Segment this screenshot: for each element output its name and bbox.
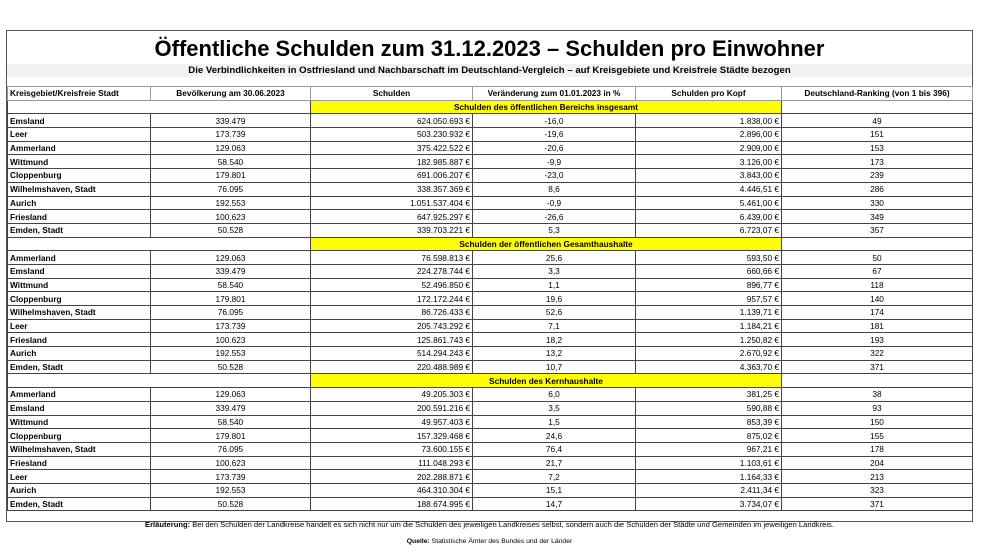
table-cell: 172.172.244 € bbox=[311, 292, 473, 306]
table-cell: 21,7 bbox=[473, 456, 636, 470]
table-row bbox=[8, 429, 973, 443]
table-cell: 1,5 bbox=[473, 415, 636, 429]
table-cell: 192.553 bbox=[151, 196, 311, 210]
table-cell: 338.357.369 € bbox=[311, 182, 473, 196]
table-cell: 1.838,00 € bbox=[636, 114, 782, 128]
section-spacer bbox=[782, 374, 973, 388]
table-cell: 100.623 bbox=[151, 456, 311, 470]
table-cell: 896,77 € bbox=[636, 278, 782, 292]
table-cell: 118 bbox=[782, 278, 973, 292]
table-row bbox=[8, 388, 973, 402]
table-row bbox=[8, 292, 973, 306]
table-cell: 322 bbox=[782, 347, 973, 361]
section-spacer bbox=[8, 100, 311, 114]
table-cell: Cloppenburg bbox=[8, 169, 151, 183]
note-label: Erläuterung: bbox=[145, 520, 191, 530]
table-cell: Wittmund bbox=[8, 155, 151, 169]
table-cell: Emden, Stadt bbox=[8, 223, 151, 237]
table-cell: 3,5 bbox=[473, 401, 636, 415]
table-cell: Friesland bbox=[8, 210, 151, 224]
table-cell: 73.600.155 € bbox=[311, 442, 473, 456]
table-cell: 1.139,71 € bbox=[636, 306, 782, 320]
table-cell: 691.006.207 € bbox=[311, 169, 473, 183]
table-row bbox=[8, 182, 973, 196]
table-row bbox=[8, 210, 973, 224]
table-cell: 967,21 € bbox=[636, 442, 782, 456]
table-cell: 590,88 € bbox=[636, 401, 782, 415]
table-cell: 2.896,00 € bbox=[636, 128, 782, 142]
table-cell: -16,0 bbox=[473, 114, 636, 128]
table-cell: 381,25 € bbox=[636, 388, 782, 402]
table-cell: 3.843,00 € bbox=[636, 169, 782, 183]
table-cell: 339.479 bbox=[151, 401, 311, 415]
table-cell: 1.250,82 € bbox=[636, 333, 782, 347]
table-cell: 182.985.887 € bbox=[311, 155, 473, 169]
table-cell: 19,6 bbox=[473, 292, 636, 306]
table-cell: Emden, Stadt bbox=[8, 497, 151, 511]
table-cell: Ammerland bbox=[8, 141, 151, 155]
table-cell: 371 bbox=[782, 497, 973, 511]
table-cell: Emsland bbox=[8, 114, 151, 128]
table-cell: 349 bbox=[782, 210, 973, 224]
table-cell: 339.703.221 € bbox=[311, 223, 473, 237]
table-cell: 86.726.433 € bbox=[311, 306, 473, 320]
table-row bbox=[8, 223, 973, 237]
explanation-note bbox=[7, 520, 972, 530]
table-cell: -23,0 bbox=[473, 169, 636, 183]
table-cell: Wilhelmshaven, Stadt bbox=[8, 306, 151, 320]
table-cell: 58.540 bbox=[151, 415, 311, 429]
table-cell: 204 bbox=[782, 456, 973, 470]
table-cell: 188.674.995 € bbox=[311, 497, 473, 511]
table-cell: 140 bbox=[782, 292, 973, 306]
table-cell: 213 bbox=[782, 470, 973, 484]
table-cell: 52,6 bbox=[473, 306, 636, 320]
table-cell: -20,6 bbox=[473, 141, 636, 155]
table-cell: 25,6 bbox=[473, 251, 636, 265]
table-cell: 330 bbox=[782, 196, 973, 210]
table-row bbox=[8, 169, 973, 183]
table-cell: -19,6 bbox=[473, 128, 636, 142]
table-row bbox=[8, 114, 973, 128]
table-cell: 5.461,00 € bbox=[636, 196, 782, 210]
debt-table bbox=[7, 86, 973, 511]
table-cell: 100.623 bbox=[151, 333, 311, 347]
table-cell: 173.739 bbox=[151, 128, 311, 142]
table-cell: 129.063 bbox=[151, 141, 311, 155]
table-cell: 200.591.216 € bbox=[311, 401, 473, 415]
table-cell: 1,1 bbox=[473, 278, 636, 292]
table-cell: Ammerland bbox=[8, 251, 151, 265]
table-cell: 224.278.744 € bbox=[311, 264, 473, 278]
table-cell: 173 bbox=[782, 155, 973, 169]
table-row bbox=[8, 155, 973, 169]
table-row bbox=[8, 442, 973, 456]
table-row bbox=[8, 347, 973, 361]
section-spacer bbox=[8, 237, 311, 251]
table-cell: 181 bbox=[782, 319, 973, 333]
table-cell: 464.310.304 € bbox=[311, 483, 473, 497]
table-cell: Aurich bbox=[8, 483, 151, 497]
table-cell: 1.164,33 € bbox=[636, 470, 782, 484]
table-cell: 2.670,92 € bbox=[636, 347, 782, 361]
table-cell: 7,2 bbox=[473, 470, 636, 484]
table-cell: 853,39 € bbox=[636, 415, 782, 429]
table-cell: 624.050.693 € bbox=[311, 114, 473, 128]
table-cell: 514.294.243 € bbox=[311, 347, 473, 361]
table-cell: 129.063 bbox=[151, 388, 311, 402]
note-text: Bei den Schulden der Landkreise handelt es sich nicht nur um die Schulden des jeweiligen Landkreises selbst, sondern auch die Schulden der Städte und Gemeinden im jeweiligen Landkreis. bbox=[190, 520, 834, 530]
table-cell: 76.095 bbox=[151, 442, 311, 456]
table-cell: 150 bbox=[782, 415, 973, 429]
table-cell: Emsland bbox=[8, 264, 151, 278]
table-cell: -26,6 bbox=[473, 210, 636, 224]
table-cell: 1.103,61 € bbox=[636, 456, 782, 470]
table-row bbox=[8, 306, 973, 320]
table-cell: 371 bbox=[782, 360, 973, 374]
table-cell: 76.095 bbox=[151, 182, 311, 196]
table-cell: 220.488.989 € bbox=[311, 360, 473, 374]
table-cell: 49 bbox=[782, 114, 973, 128]
table-row bbox=[8, 141, 973, 155]
table-cell: Wittmund bbox=[8, 415, 151, 429]
table-cell: 1.184,21 € bbox=[636, 319, 782, 333]
table-cell: 38 bbox=[782, 388, 973, 402]
table-cell: 6.723,07 € bbox=[636, 223, 782, 237]
table-cell: 179.801 bbox=[151, 429, 311, 443]
table-cell: 24,6 bbox=[473, 429, 636, 443]
table-row bbox=[8, 415, 973, 429]
table-cell: 660,66 € bbox=[636, 264, 782, 278]
table-cell: Wilhelmshaven, Stadt bbox=[8, 182, 151, 196]
section-spacer bbox=[782, 237, 973, 251]
table-row bbox=[8, 128, 973, 142]
column-header: Kreisgebiet/Kreisfreie Stadt bbox=[8, 87, 151, 101]
column-header: Deutschland-Ranking (von 1 bis 396) bbox=[782, 87, 973, 101]
table-cell: Cloppenburg bbox=[8, 292, 151, 306]
table-cell: 5,3 bbox=[473, 223, 636, 237]
table-row bbox=[8, 470, 973, 484]
table-row bbox=[8, 196, 973, 210]
table-cell: 647.925.297 € bbox=[311, 210, 473, 224]
table-cell: 50 bbox=[782, 251, 973, 265]
table-cell: 192.553 bbox=[151, 483, 311, 497]
table-cell: 339.479 bbox=[151, 264, 311, 278]
table-cell: 2.411,34 € bbox=[636, 483, 782, 497]
column-header: Schulden bbox=[311, 87, 473, 101]
table-cell: -9,9 bbox=[473, 155, 636, 169]
debt-table-document bbox=[6, 30, 973, 546]
column-header: Schulden pro Kopf bbox=[636, 87, 782, 101]
table-header-row bbox=[8, 87, 973, 101]
table-cell: 178 bbox=[782, 442, 973, 456]
table-cell: 6.439,00 € bbox=[636, 210, 782, 224]
table-cell: 4.363,70 € bbox=[636, 360, 782, 374]
source-text: Statistische Ämter des Bundes und der Länder bbox=[429, 538, 573, 546]
table-cell: 173.739 bbox=[151, 470, 311, 484]
table-cell: 155 bbox=[782, 429, 973, 443]
table-cell: 174 bbox=[782, 306, 973, 320]
table-cell: Emden, Stadt bbox=[8, 360, 151, 374]
section-header-row bbox=[8, 100, 973, 114]
table-cell: 192.553 bbox=[151, 347, 311, 361]
table-cell: 239 bbox=[782, 169, 973, 183]
table-cell: 173.739 bbox=[151, 319, 311, 333]
table-cell: 339.479 bbox=[151, 114, 311, 128]
source-label: Quelle: bbox=[406, 538, 430, 546]
section-header-row bbox=[8, 237, 973, 251]
table-cell: 58.540 bbox=[151, 155, 311, 169]
table-cell: 50.528 bbox=[151, 223, 311, 237]
table-cell: 875,02 € bbox=[636, 429, 782, 443]
table-cell: 49.205.303 € bbox=[311, 388, 473, 402]
table-cell: 13,2 bbox=[473, 347, 636, 361]
table-row bbox=[8, 401, 973, 415]
section-spacer bbox=[8, 374, 311, 388]
table-cell: 357 bbox=[782, 223, 973, 237]
page-title: Öffentliche Schulden zum 31.12.2023 – Schulden pro Einwohner bbox=[154, 36, 825, 61]
table-body bbox=[8, 100, 973, 511]
table-cell: Leer bbox=[8, 319, 151, 333]
table-cell: 58.540 bbox=[151, 278, 311, 292]
table-cell: 18,2 bbox=[473, 333, 636, 347]
table-cell: 1.051.537.404 € bbox=[311, 196, 473, 210]
table-cell: 50.528 bbox=[151, 497, 311, 511]
column-header: Veränderung zum 01.01.2023 in % bbox=[473, 87, 636, 101]
table-cell: Cloppenburg bbox=[8, 429, 151, 443]
table-cell: 111.048.293 € bbox=[311, 456, 473, 470]
table-cell: 8,6 bbox=[473, 182, 636, 196]
table-row bbox=[8, 264, 973, 278]
table-cell: 3.734,07 € bbox=[636, 497, 782, 511]
table-cell: 323 bbox=[782, 483, 973, 497]
table-cell: 76.598.813 € bbox=[311, 251, 473, 265]
table-row bbox=[8, 360, 973, 374]
table-cell: 4.446,51 € bbox=[636, 182, 782, 196]
table-cell: 52.496.850 € bbox=[311, 278, 473, 292]
section-label: Schulden des öffentlichen Bereichs insgesamt bbox=[311, 100, 782, 114]
table-cell: 205.743.292 € bbox=[311, 319, 473, 333]
table-cell: 67 bbox=[782, 264, 973, 278]
table-cell: 49.957.403 € bbox=[311, 415, 473, 429]
table-cell: 151 bbox=[782, 128, 973, 142]
table-cell: 957,57 € bbox=[636, 292, 782, 306]
table-cell: Aurich bbox=[8, 347, 151, 361]
table-cell: 10,7 bbox=[473, 360, 636, 374]
table-row bbox=[8, 456, 973, 470]
table-cell: 202.288.871 € bbox=[311, 470, 473, 484]
table-cell: Friesland bbox=[8, 333, 151, 347]
table-cell: 76.095 bbox=[151, 306, 311, 320]
section-spacer bbox=[782, 100, 973, 114]
table-cell: 193 bbox=[782, 333, 973, 347]
table-cell: 286 bbox=[782, 182, 973, 196]
table-cell: 14,7 bbox=[473, 497, 636, 511]
table-cell: Aurich bbox=[8, 196, 151, 210]
section-label: Schulden der öffentlichen Gesamthaushalte bbox=[311, 237, 782, 251]
table-cell: 503.230.932 € bbox=[311, 128, 473, 142]
table-cell: 76,4 bbox=[473, 442, 636, 456]
table-cell: 179.801 bbox=[151, 292, 311, 306]
table-row bbox=[8, 497, 973, 511]
table-cell: 593,50 € bbox=[636, 251, 782, 265]
table-cell: 153 bbox=[782, 141, 973, 155]
column-header: Bevölkerung am 30.06.2023 bbox=[151, 87, 311, 101]
table-cell: 6,0 bbox=[473, 388, 636, 402]
table-cell: Wilhelmshaven, Stadt bbox=[8, 442, 151, 456]
table-cell: 157.329.468 € bbox=[311, 429, 473, 443]
table-cell: 2.909,00 € bbox=[636, 141, 782, 155]
table-cell: 15,1 bbox=[473, 483, 636, 497]
table-cell: 50.528 bbox=[151, 360, 311, 374]
table-cell: Friesland bbox=[8, 456, 151, 470]
table-cell: Emsland bbox=[8, 401, 151, 415]
table-cell: 3,3 bbox=[473, 264, 636, 278]
table-row bbox=[8, 333, 973, 347]
table-row bbox=[8, 319, 973, 333]
table-cell: 100.623 bbox=[151, 210, 311, 224]
table-cell: 129.063 bbox=[151, 251, 311, 265]
section-header-row bbox=[8, 374, 973, 388]
table-cell: 93 bbox=[782, 401, 973, 415]
table-cell: 3.126,00 € bbox=[636, 155, 782, 169]
table-row bbox=[8, 483, 973, 497]
table-cell: Leer bbox=[8, 128, 151, 142]
table-cell: 125.861.743 € bbox=[311, 333, 473, 347]
table-row bbox=[8, 251, 973, 265]
table-cell: Wittmund bbox=[8, 278, 151, 292]
table-cell: 7,1 bbox=[473, 319, 636, 333]
table-cell: 375.422.522 € bbox=[311, 141, 473, 155]
table-cell: 179.801 bbox=[151, 169, 311, 183]
table-row bbox=[8, 278, 973, 292]
table-cell: -0,9 bbox=[473, 196, 636, 210]
source-note bbox=[7, 538, 972, 545]
section-label: Schulden des Kernhaushalte bbox=[311, 374, 782, 388]
page-subtitle: Die Verbindlichkeiten in Ostfriesland und Nachbarschaft im Deutschland-Vergleich – auf Kreisgebiete und Kreisfreie Städte bezogen bbox=[7, 64, 972, 77]
table-cell: Ammerland bbox=[8, 388, 151, 402]
table-cell: Leer bbox=[8, 470, 151, 484]
